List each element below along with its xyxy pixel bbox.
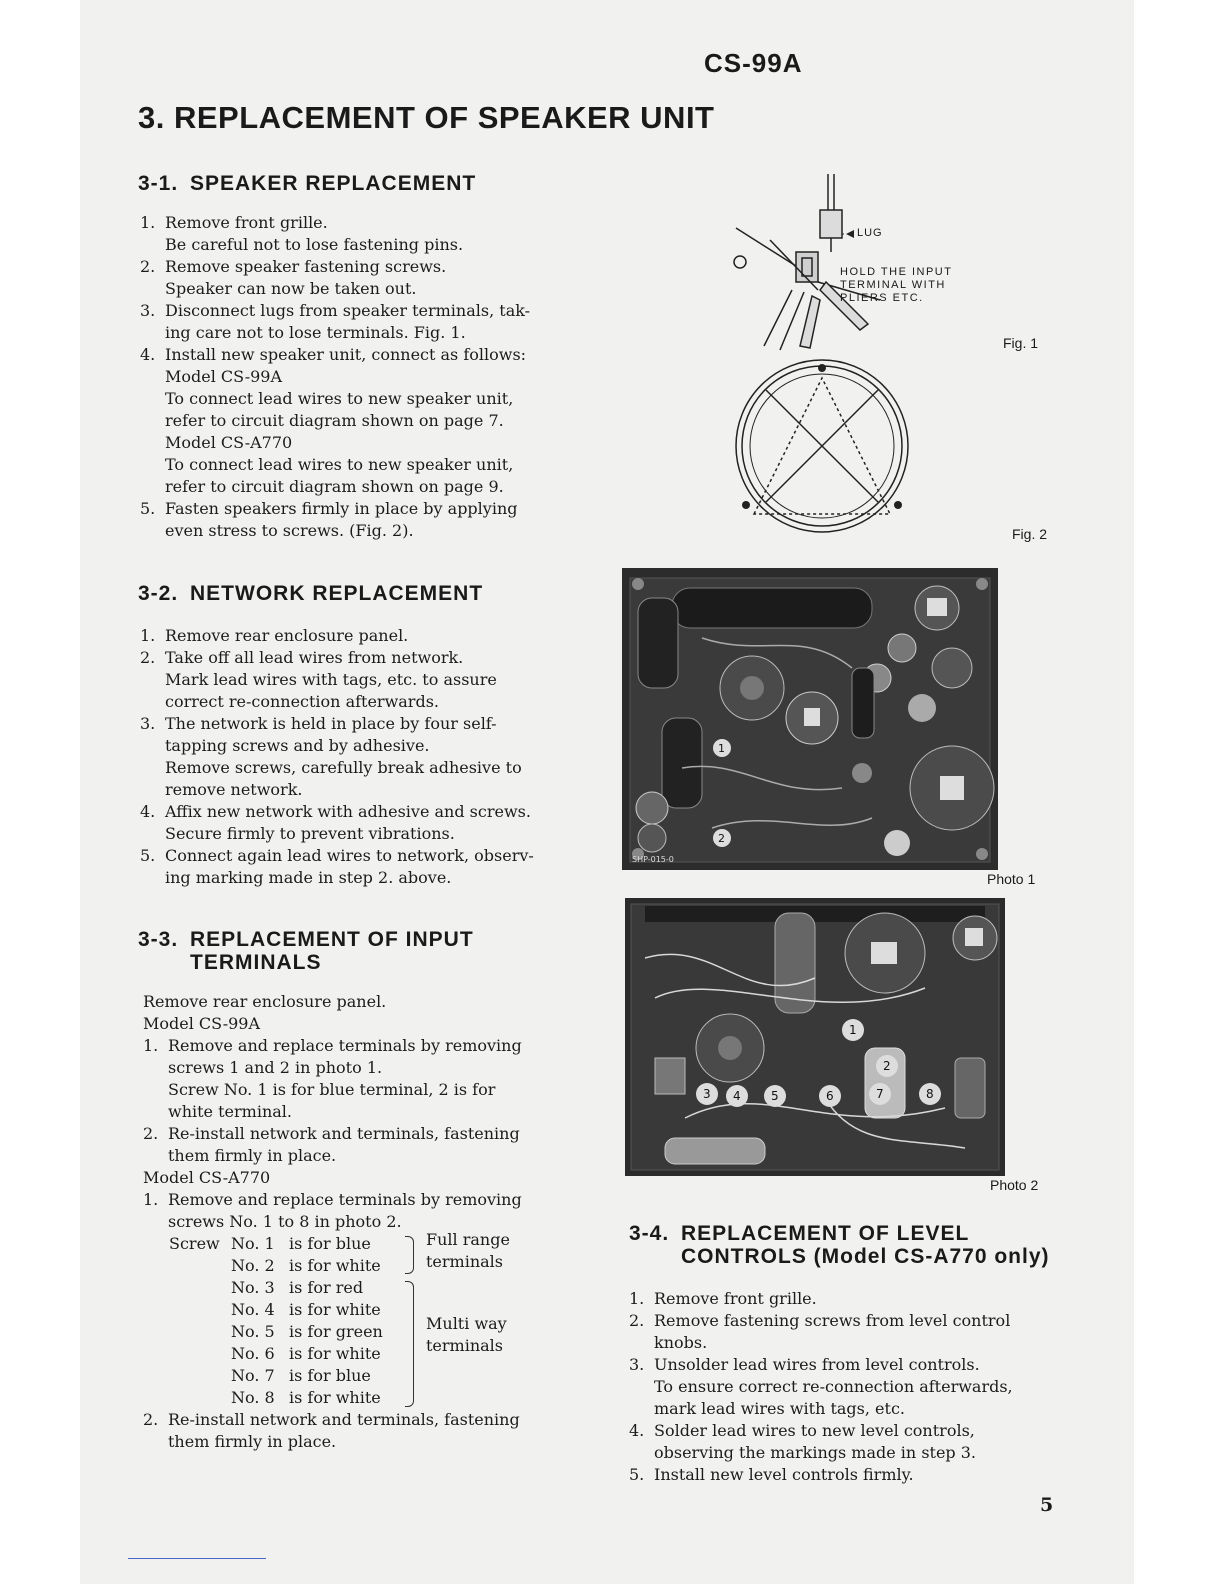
screw-color: is for red <box>289 1278 364 1297</box>
screw-mark-5: 5 <box>771 1089 779 1103</box>
screw-prefix: Screw <box>169 1234 220 1253</box>
step-line: remove network. <box>165 780 303 799</box>
step-item <box>629 1420 1059 1464</box>
step-line: Install new level controls firmly. <box>654 1465 914 1484</box>
full-range-label: Full range <box>426 1230 510 1249</box>
page-number: 5 <box>1040 1494 1054 1516</box>
section-number: 3-2. <box>138 582 179 605</box>
step-number: 5. <box>140 846 156 865</box>
footer-rule <box>128 1558 266 1559</box>
section-number: 3-4. <box>629 1222 670 1245</box>
screw-row <box>143 1365 573 1387</box>
section-3-4-steps <box>629 1288 1059 1486</box>
screw-number: No. 6 <box>231 1344 275 1363</box>
multi-way-label: Multi way <box>426 1314 507 1333</box>
step-line: The network is held in place by four self- <box>165 714 497 733</box>
hold-terminal-note <box>840 266 952 305</box>
hold-note-line: HOLD THE INPUT <box>840 266 953 278</box>
section-3-2-steps <box>140 625 570 889</box>
step-line: Remove speaker fastening screws. <box>165 257 447 276</box>
screw-row <box>143 1321 573 1343</box>
section-title-line1: REPLACEMENT OF LEVEL <box>681 1222 970 1245</box>
board-stamp: SHP-015-0 <box>632 855 674 864</box>
model-b-step1 <box>143 1189 573 1233</box>
screw-color: is for green <box>289 1322 383 1341</box>
screw-color: is for blue <box>289 1366 371 1385</box>
step-item <box>140 625 570 647</box>
step-line: Fasten speakers firmly in place by applying <box>165 499 518 518</box>
step-line: Secure firmly to prevent vibrations. <box>165 824 455 843</box>
model-label: Model CS-A770 <box>143 1168 271 1187</box>
step-item <box>140 344 570 498</box>
section-3-4-heading <box>629 1222 1050 1268</box>
screw-number: No. 3 <box>231 1278 275 1297</box>
step-line: Connect again lead wires to network, observ- <box>165 846 534 865</box>
fig1-illustration <box>700 170 960 360</box>
step-line: Affix new network with adhesive and screws. <box>165 802 531 821</box>
step-number: 4. <box>140 345 156 364</box>
step-item <box>140 713 570 801</box>
screw-row <box>143 1277 573 1299</box>
step-number: 1. <box>629 1289 645 1308</box>
step-line: Take off all lead wires from network. <box>165 648 464 667</box>
step-number: 2. <box>629 1311 645 1330</box>
step-line: observing the markings made in step 3. <box>654 1443 977 1462</box>
screw-row <box>143 1299 573 1321</box>
step-number: 2. <box>143 1410 159 1429</box>
step-line: screws 1 and 2 in photo 1. <box>168 1058 383 1077</box>
step-number: 2. <box>140 648 156 667</box>
step-line: Screw No. 1 is for blue terminal, 2 is for <box>168 1080 496 1099</box>
screw-row <box>143 1343 573 1365</box>
screw-color: is for white <box>289 1388 381 1407</box>
step-number: 3. <box>629 1355 645 1374</box>
step-line: refer to circuit diagram shown on page 7. <box>165 411 504 430</box>
photo-1-caption: Photo 1 <box>987 871 1036 887</box>
step-line: Solder lead wires to new level controls, <box>654 1421 975 1440</box>
screw-number: No. 1 <box>231 1234 275 1253</box>
step-number: 3. <box>140 714 156 733</box>
step-item <box>140 300 570 344</box>
photo-2-caption: Photo 2 <box>990 1177 1039 1193</box>
screw-number: No. 2 <box>231 1256 275 1275</box>
step-line: refer to circuit diagram shown on page 9. <box>165 477 504 496</box>
step-number: 1. <box>140 626 156 645</box>
photo-1-network-board <box>622 568 998 870</box>
screw-number: No. 7 <box>231 1366 275 1385</box>
step-item <box>140 845 570 889</box>
model-a-steps <box>143 1035 573 1167</box>
section-3-1-heading <box>138 172 476 195</box>
step-line: them firmly in place. <box>168 1432 337 1451</box>
arrow-left-icon <box>846 230 854 238</box>
screw-mark-2: 2 <box>883 1059 891 1073</box>
model-label: Model CS-99A <box>143 1014 261 1033</box>
screw-mark-3: 3 <box>703 1087 711 1101</box>
fig2-caption: Fig. 2 <box>1012 526 1048 542</box>
step-item <box>629 1288 1059 1310</box>
step-item <box>140 647 570 713</box>
screw-number: No. 4 <box>231 1300 275 1319</box>
step-line: To ensure correct re-connection afterwards, <box>654 1377 1013 1396</box>
step-line: correct re-connection afterwards. <box>165 692 439 711</box>
model-code: CS-99A <box>704 48 803 78</box>
step-line: even stress to screws. (Fig. 2). <box>165 521 414 540</box>
full-range-brace <box>405 1236 414 1274</box>
screw-row <box>143 1387 573 1409</box>
step-number: 4. <box>629 1421 645 1440</box>
step-number: 2. <box>140 257 156 276</box>
step-item <box>629 1310 1059 1354</box>
screw-mark-7: 7 <box>876 1087 884 1101</box>
step-item <box>140 212 570 256</box>
model-b-step2 <box>143 1409 573 1453</box>
step-item <box>140 256 570 300</box>
step-line: Re-install network and terminals, fastening <box>168 1124 520 1143</box>
step-line: tapping screws and by adhesive. <box>165 736 430 755</box>
intro-text: Remove rear enclosure panel. <box>143 992 387 1011</box>
step-number: 5. <box>629 1465 645 1484</box>
step-line: Remove front grille. <box>654 1289 817 1308</box>
step-number: 3. <box>140 301 156 320</box>
section-title: NETWORK REPLACEMENT <box>190 582 484 605</box>
step-line: Speaker can now be taken out. <box>165 279 417 298</box>
step-line: white terminal. <box>168 1102 292 1121</box>
page-title: 3. REPLACEMENT OF SPEAKER UNIT <box>138 100 715 135</box>
section-3-3-heading <box>138 928 474 974</box>
multi-way-brace <box>405 1281 414 1407</box>
step-item <box>143 1123 573 1167</box>
hold-note-line: PLIERS ETC. <box>840 292 924 304</box>
step-number: 4. <box>140 802 156 821</box>
step-line: Disconnect lugs from speaker terminals, tak- <box>165 301 531 320</box>
step-line: Unsolder lead wires from level controls. <box>654 1355 980 1374</box>
screw-color: is for white <box>289 1344 381 1363</box>
section-3-3-body <box>143 991 573 1453</box>
section-number: 3-3. <box>138 928 179 951</box>
step-number: 5. <box>140 499 156 518</box>
step-line: Remove fastening screws from level control <box>654 1311 1011 1330</box>
screw-mark-1: 1 <box>718 742 725 755</box>
step-line: Install new speaker unit, connect as follows: <box>165 345 527 364</box>
screw-hole-icon <box>742 364 902 509</box>
step-item <box>629 1354 1059 1420</box>
section-title-line2: CONTROLS (Model CS-A770 only) <box>681 1245 1050 1268</box>
step-line: knobs. <box>654 1333 708 1352</box>
section-3-1-steps <box>140 212 570 542</box>
section-title-line1: REPLACEMENT OF INPUT <box>190 928 474 951</box>
section-title: SPEAKER REPLACEMENT <box>190 172 477 195</box>
lug-label: LUG <box>857 227 883 239</box>
section-3-2-heading <box>138 582 483 605</box>
screw-row <box>143 1255 573 1277</box>
step-line: ing care not to lose terminals. Fig. 1. <box>165 323 466 342</box>
screw-mark-6: 6 <box>826 1089 834 1103</box>
step-item <box>143 1189 573 1233</box>
full-range-label: terminals <box>426 1252 504 1271</box>
fig2-speaker-illustration <box>732 355 916 537</box>
screw-color: is for white <box>289 1256 381 1275</box>
step-item <box>140 801 570 845</box>
step-item <box>143 1409 573 1453</box>
section-title-line2: TERMINALS <box>190 951 322 974</box>
step-line: Remove and replace terminals by removing <box>168 1036 522 1055</box>
screw-number: No. 5 <box>231 1322 275 1341</box>
step-line: To connect lead wires to new speaker unit, <box>165 389 514 408</box>
screw-color: is for white <box>289 1300 381 1319</box>
step-line: Model CS-99A <box>165 367 283 386</box>
step-item <box>140 498 570 542</box>
step-line: To connect lead wires to new speaker unit, <box>165 455 514 474</box>
step-item <box>143 1035 573 1123</box>
fig1-caption: Fig. 1 <box>1003 335 1039 351</box>
screw-mark-2: 2 <box>718 832 725 845</box>
step-line: Model CS-A770 <box>165 433 293 452</box>
step-line: them firmly in place. <box>168 1146 337 1165</box>
step-line: Remove front grille. <box>165 213 328 232</box>
step-line: Re-install network and terminals, fastening <box>168 1410 520 1429</box>
screw-color: is for blue <box>289 1234 371 1253</box>
section-number: 3-1. <box>138 172 179 195</box>
step-item <box>629 1464 1059 1486</box>
hold-note-line: TERMINAL WITH <box>840 279 946 291</box>
photo-2-network-board <box>625 898 1005 1176</box>
screw-mark-4: 4 <box>733 1089 741 1103</box>
step-number: 1. <box>143 1190 159 1209</box>
screw-mark-8: 8 <box>926 1087 934 1101</box>
step-line: mark lead wires with tags, etc. <box>654 1399 905 1418</box>
step-line: screws No. 1 to 8 in photo 2. <box>168 1212 402 1231</box>
step-number: 1. <box>140 213 156 232</box>
step-line: Be careful not to lose fastening pins. <box>165 235 464 254</box>
step-number: 2. <box>143 1124 159 1143</box>
step-line: Remove and replace terminals by removing <box>168 1190 522 1209</box>
step-line: ing marking made in step 2. above. <box>165 868 452 887</box>
step-number: 1. <box>143 1036 159 1055</box>
step-line: Remove rear enclosure panel. <box>165 626 409 645</box>
step-line: Remove screws, carefully break adhesive to <box>165 758 522 777</box>
multi-way-label: terminals <box>426 1336 504 1355</box>
screw-mark-1: 1 <box>849 1023 857 1037</box>
screw-number: No. 8 <box>231 1388 275 1407</box>
step-line: Mark lead wires with tags, etc. to assure <box>165 670 497 689</box>
screw-color-list <box>143 1230 573 1409</box>
